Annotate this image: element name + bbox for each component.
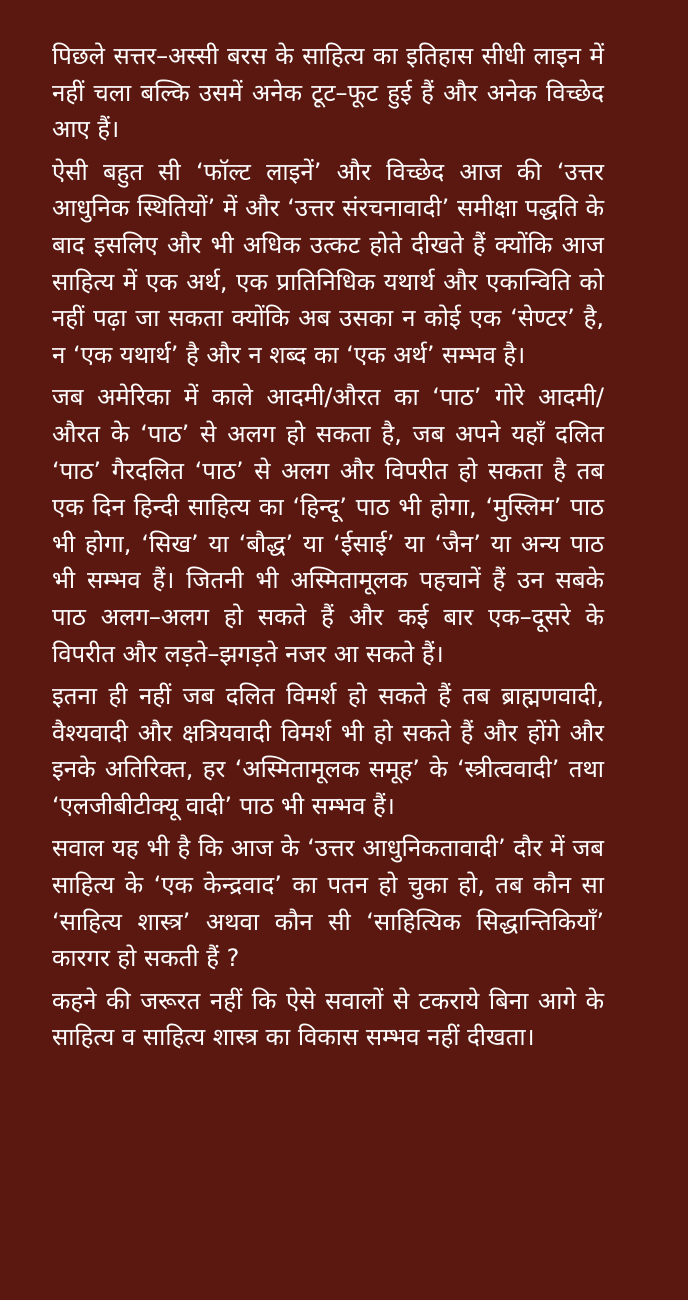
paragraph-2: ऐसी बहुत सी ‘फॉल्ट लाइनें’ और विच्छेद आज की ‘उत्तर आधुनिक स्थितियों’ में और ‘उत्तर संरचनावादी’ समीक्षा पद्धति के बाद इसलिए और भी अधिक उत्कट होते दीखते हैं क्योंकि आज साहित्य में एक अर्थ, एक प्रातिनिधिक यथार्थ और एकान्विति को नहीं पढ़ा जा सकता क्योंकि अब उसका न कोई एक ‘सेण्टर’ है, न ‘एक यथार्थ’ है और न शब्द का ‘एक अर्थ’ सम्भव है। bbox=[52, 157, 604, 369]
paragraph-1: पिछले सत्तर–अस्सी बरस के साहित्य का इतिहास सीधी लाइन में नहीं चला बल्कि उसमें अनेक टूट–फूट हुई हैं और अनेक विच्छेद आए हैं। bbox=[52, 42, 604, 144]
paragraph-3: जब अमेरिका में काले आदमी/औरत का ‘पाठ’ गोरे आदमी/औरत के ‘पाठ’ से अलग हो सकता है, जब अपने यहाँ दलित ‘पाठ’ गैरदलित ‘पाठ’ से अलग और विपरीत हो सकता है तब एक दिन हिन्दी साहित्य का ‘हिन्दू’ पाठ भी होगा, ‘मुस्लिम’ पाठ भी होगा, ‘सिख’ या ‘बौद्ध’ या ‘ईसाई’ या ‘जैन’ या अन्य पाठ भी सम्भव हैं। जितनी भी अस्मितामूलक पहचानें हैं उन सबके पाठ अलग–अलग हो सकते हैं और कई बार एक–दूसरे के विपरीत और लड़ते–झगड़ते नजर आ सकते हैं। bbox=[52, 383, 604, 668]
paragraph-4: इतना ही नहीं जब दलित विमर्श हो सकते हैं तब ब्राह्मणवादी, वैश्यवादी और क्षत्रियवादी विमर्श भी हो सकते हैं और होंगे और इनके अतिरिक्त, हर ‘अस्मितामूलक समूह’ के ‘स्त्रीत्ववादी’ तथा ‘एलजीबीटीक्यू वादी’ पाठ भी सम्भव हैं। bbox=[52, 682, 604, 820]
paragraph-5: सवाल यह भी है कि आज के ‘उत्तर आधुनिकतावादी’ दौर में जब साहित्य के ‘एक केन्द्रवाद’ का पतन हो चुका हो, तब कौन सा ‘साहित्य शास्त्र’ अथवा कौन सी ‘साहित्यिक सिद्धान्तिकियाँ’ कारगर हो सकती हैं ? bbox=[52, 834, 604, 973]
paragraph-6: कहने की जरूरत नहीं कि ऐसे सवालों से टकराये बिना आगे के साहित्य व साहित्य शास्त्र का विकास सम्भव नहीं दीखता। bbox=[52, 986, 604, 1052]
